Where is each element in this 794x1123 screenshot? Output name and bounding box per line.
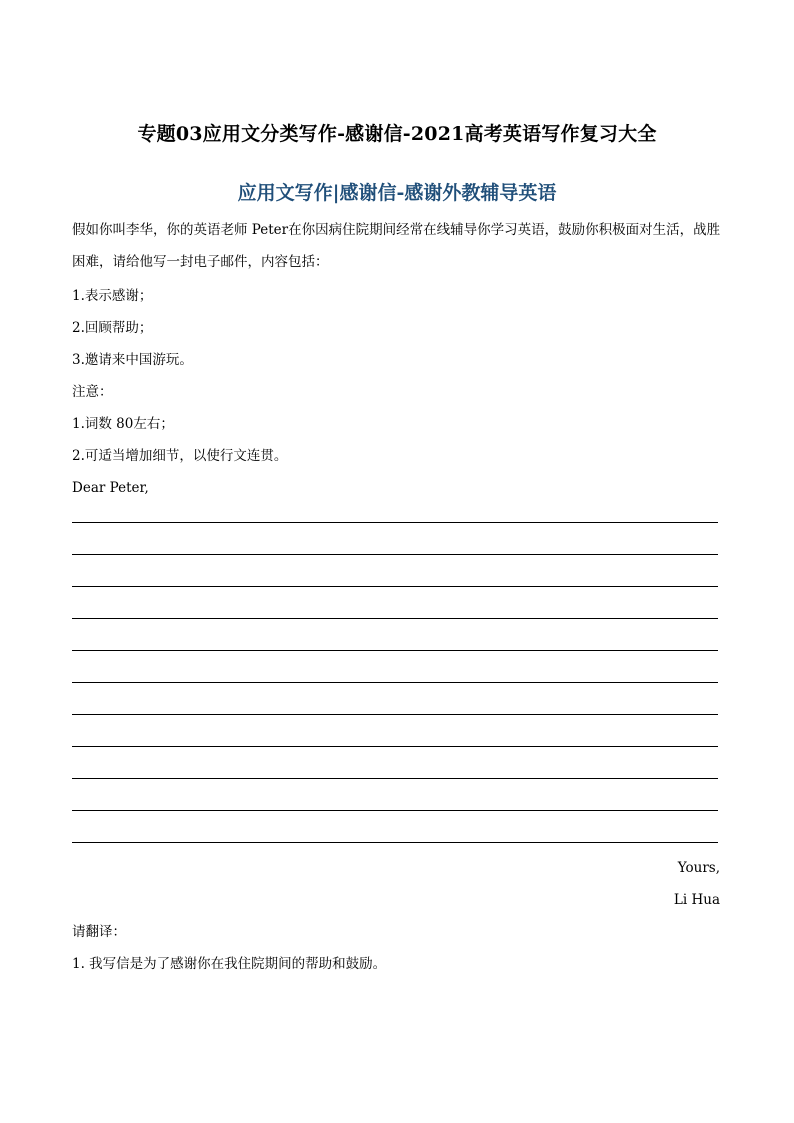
answer-line[interactable] <box>72 714 718 715</box>
answer-line[interactable] <box>72 522 718 523</box>
answer-line[interactable] <box>72 810 718 811</box>
document-subtitle: 应用文写作|感谢信-感谢外教辅导英语 <box>237 182 557 204</box>
requirement-item: 2.回顾帮助； <box>72 320 153 336</box>
document-title: 专题03应用文分类写作-感谢信-2021高考英语写作复习大全 <box>137 123 657 145</box>
answer-line[interactable] <box>72 842 718 843</box>
letter-closing: Yours, <box>677 860 720 876</box>
note-item: 2.可适当增加细节，以使行文连贯。 <box>72 448 288 464</box>
answer-line[interactable] <box>72 682 718 683</box>
answer-line[interactable] <box>72 778 718 779</box>
answer-line[interactable] <box>72 554 718 555</box>
answer-line[interactable] <box>72 746 718 747</box>
answer-line[interactable] <box>72 650 718 651</box>
answer-line[interactable] <box>72 618 718 619</box>
answer-line[interactable] <box>72 586 718 587</box>
writing-prompt: 假如你叫李华，你的英语老师 Peter在你因病住院期间经常在线辅导你学习英语，鼓励你积极面对生活，战胜困难，请给他写一封电子邮件，内容包括： <box>72 222 721 270</box>
letter-signature: Li Hua <box>673 892 720 908</box>
note-item: 1.词数 80左右； <box>72 416 174 432</box>
letter-salutation: Dear Peter, <box>72 480 149 496</box>
requirement-item: 3.邀请来中国游玩。 <box>72 352 193 368</box>
notes-label: 注意： <box>72 384 113 400</box>
translate-item: 1. 我写信是为了感谢你在我住院期间的帮助和鼓励。 <box>72 956 387 972</box>
requirement-item: 1.表示感谢； <box>72 288 153 304</box>
translate-label: 请翻译： <box>72 924 126 940</box>
